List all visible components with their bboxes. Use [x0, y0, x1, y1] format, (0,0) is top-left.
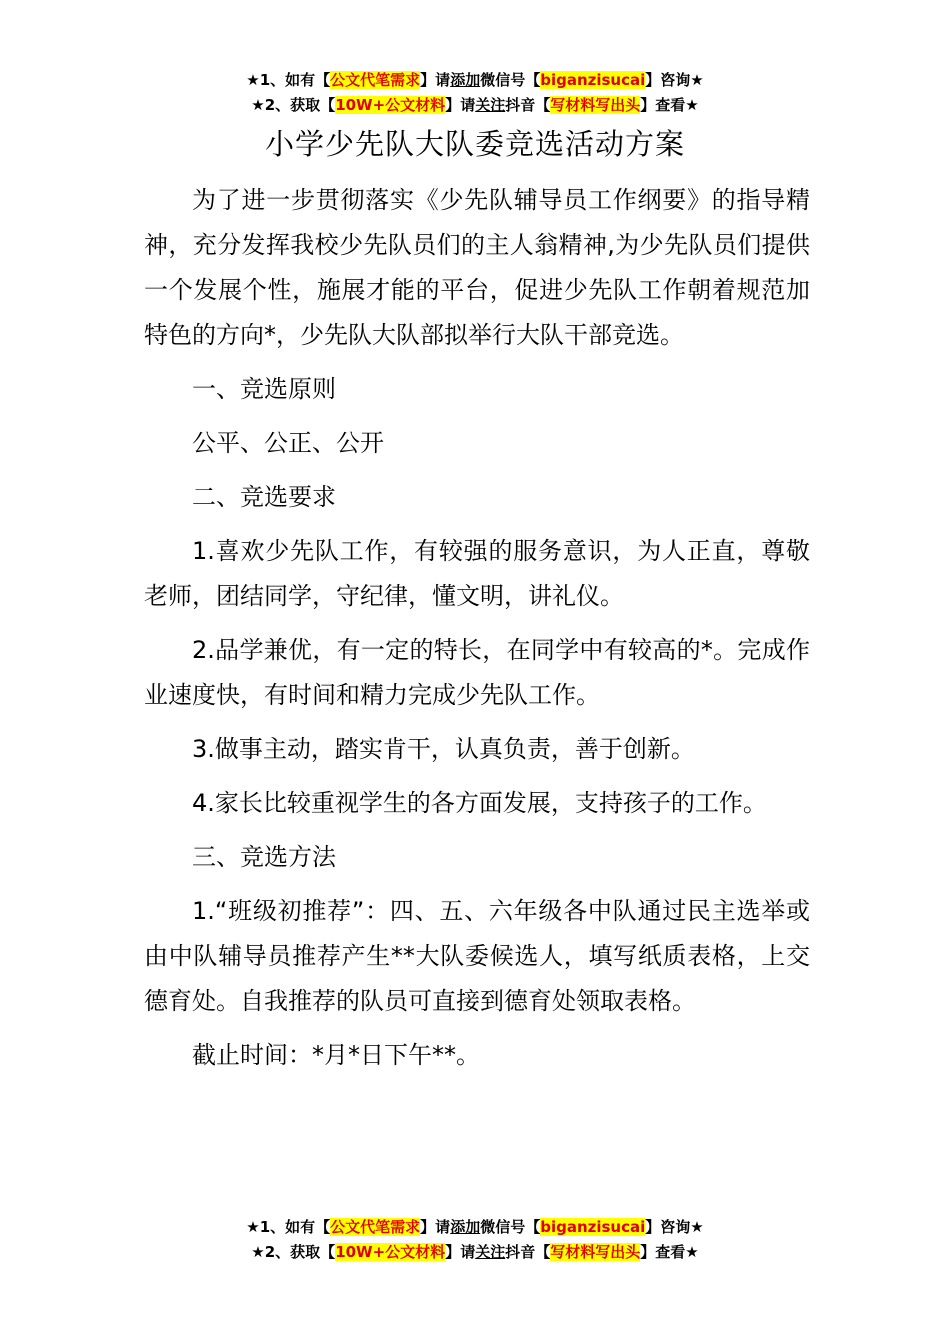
method-item: 1.“班级初推荐”：四、五、六年级各中队通过民主选举或由中队辅导员推荐产生**大队委候选人，填写纸质表格，上交德育处。自我推荐的队员可直接到德育处领取表格。 [144, 897, 810, 1015]
banner-text: 微信号【 [480, 71, 541, 89]
banner-highlight: 公文代笔需求 [330, 71, 421, 89]
section-heading-methods: 三、竞选方法 [192, 843, 336, 871]
banner-text: ★1、如有【 [246, 1218, 331, 1236]
banner-highlight: 写材料写出头 [550, 1243, 641, 1261]
section-heading-principles: 一、竞选原则 [192, 375, 336, 403]
banner-text: 抖音【 [505, 1243, 551, 1261]
banner-emphasis: 添加 [450, 71, 481, 89]
section-heading-requirements: 二、竞选要求 [192, 483, 336, 511]
banner-text: 】请 [420, 71, 451, 89]
document-body [144, 178, 810, 1087]
banner-highlight: 10W+公文材料 [335, 96, 446, 114]
requirement-item: 2.品学兼优，有一定的特长，在同学中有较高的*。完成作业速度快，有时间和精力完成少先队工作。 [144, 636, 810, 709]
principles-text: 公平、公正、公开 [192, 429, 384, 457]
banner-highlight: 公文代笔需求 [330, 1218, 421, 1236]
banner-text: 】查看★ [640, 1243, 699, 1261]
banner-text: ★2、获取【 [251, 96, 336, 114]
banner-line-1 [0, 1215, 950, 1240]
banner-text: 】咨询★ [645, 1218, 704, 1236]
banner-text: 】请 [445, 96, 476, 114]
banner-text: 】请 [420, 1218, 451, 1236]
banner-highlight: 10W+公文材料 [335, 1243, 446, 1261]
banner-text: ★1、如有【 [246, 71, 331, 89]
document-title: 小学少先队大队委竞选活动方案 [264, 127, 685, 161]
banner-line-2 [0, 1240, 950, 1265]
banner-emphasis: 关注 [475, 1243, 506, 1261]
banner-highlight: biganzisucai [540, 71, 646, 89]
banner-highlight: 写材料写出头 [550, 96, 641, 114]
banner-line-2 [0, 93, 950, 118]
deadline-text: 截止时间：*月*日下午**。 [192, 1041, 480, 1069]
footer-banner [0, 1215, 950, 1265]
banner-line-1 [0, 68, 950, 93]
banner-text: 】咨询★ [645, 71, 704, 89]
requirement-item: 1.喜欢少先队工作，有较强的服务意识，为人正直，尊敬老师，团结同学，守纪律，懂文明，讲礼仪。 [144, 537, 810, 610]
intro-paragraph: 为了进一步贯彻落实《少先队辅导员工作纲要》的指导精神，充分发挥我校少先队员们的主人翁精神,为少先队员们提供一个发展个性，施展才能的平台，促进少先队工作朝着规范加特色的方向*，少先队大队部拟举行大队干部竞选。 [144, 186, 810, 349]
banner-text: 抖音【 [505, 96, 551, 114]
header-banner [0, 68, 950, 118]
requirement-item: 3.做事主动，踏实肯干，认真负责，善于创新。 [192, 735, 695, 763]
banner-emphasis: 关注 [475, 96, 506, 114]
banner-text: 微信号【 [480, 1218, 541, 1236]
banner-text: 】请 [445, 1243, 476, 1261]
banner-text: ★2、获取【 [251, 1243, 336, 1261]
banner-highlight: biganzisucai [540, 1218, 646, 1236]
banner-text: 】查看★ [640, 96, 699, 114]
banner-emphasis: 添加 [450, 1218, 481, 1236]
requirement-item: 4.家长比较重视学生的各方面发展，支持孩子的工作。 [192, 789, 767, 817]
